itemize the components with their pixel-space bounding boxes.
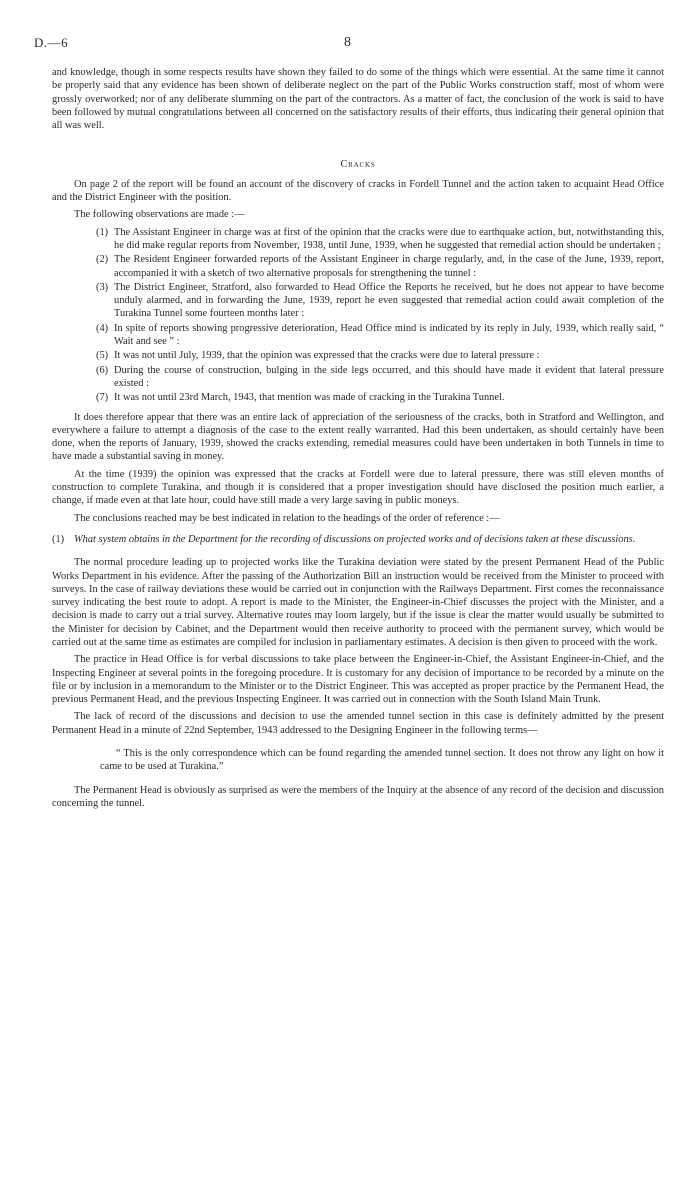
paragraph-continuation: and knowledge, though in some respects results have shown they failed to do some of the things which were essential. At the same time it cannot be properly said that any evidence has been shown of deliberate neglect on the part of the Public Works construction staff, most of whom were grossly overworked; nor of any deliberate slumming on the part of the contractors. As a matter of fact, the conclusion of the work is said to have been followed by mutual congratulations between all concerned on the satisfactory results of their efforts, thus indicating their general opinion that all was well. xyxy=(52,67,664,132)
paragraph-observations-lead: The following observations are made :— xyxy=(74,209,245,221)
list-item: (2) The Resident Engineer forwarded reports of the Assistant Engineer in charge regularly, and, in the case of the June, 1939, report, accompanied it with a sketch of two alternative proposals for strengthening the tunnel : xyxy=(96,254,664,279)
page-header xyxy=(34,35,664,54)
section-heading-cracks: Cracks xyxy=(340,159,376,171)
paragraph-conclusions-lead: The conclusions reached may be best indicated in relation to the headings of the order of reference :— xyxy=(74,512,500,524)
list-item: (5) It was not until July, 1939, that the opinion was expressed that the cracks were due to lateral pressure : xyxy=(96,350,540,362)
paragraph-normal-procedure: The normal procedure leading up to projected works like the Turakina deviation were stated by the present Permanent Head of the Public Works Department in his evidence. After the passing of the Authorization Bill an instruction would be received from the Minister to proceed with surveys. In the case of railway deviations these would be carried out in conjunction with the Railways Department. First comes the reconnaissance survey indicating the best route to adopt. A report is made to the Minister, the Engineer-in-Chief discusses the project with the Minister, and a decision is made to carry out a trial survey. Alternative routes may loom largely, but if the issue is clear the matter would usually be submitted to the Minister for decision by Cabinet, and the Department would then receive authority to proceed with the permanent survey, which would be carried out at the same time as estimates are compiled for inclusion in parliamentary estimates. A decision is then given to proceed with the work. xyxy=(52,557,664,648)
document-reference: D.—6 xyxy=(34,35,69,50)
list-item: (1) The Assistant Engineer in charge was at first of the opinion that the cracks were due to earthquake action, but, notwithstanding this, he did make regular reports from November, 1938, until June, 1939, when he suggested that remedial action should be undertaken ; xyxy=(96,226,664,251)
paragraph-head-office-practice: The practice in Head Office is for verbal discussions to take place between the Engineer-in-Chief, the Assistant Engineer-in-Chief, and the Inspecting Engineer at several points in the foregoing procedure. It is customary for any decision of importance to be recorded by a minute on the file or by inclusion in a memorandum to the Minister or to the District Engineer. This was accepted as proper practice by the Permanent Head, the previous Permanent Head, and the previous Inspecting Engineer. It was carried out in connection with the South Island Main Trunk. xyxy=(52,654,664,706)
terms-of-reference-item: (1) What system obtains in the Department for the recording of discussions on projected works and of decisions taken at these discussions. xyxy=(52,533,636,545)
list-item: (3) The District Engineer, Stratford, also forwarded to Head Office the Reports he received, but he does not appear to have become unduly alarmed, and in forwarding the June, 1939, report he even suggested that remedial action could await completion of the Turakina Tunnel some fourteen months later : xyxy=(96,281,664,320)
page-number: 8 xyxy=(344,35,351,50)
list-item: (6) During the course of construction, bulging in the side legs occurred, and this should have made it evident that lateral pressure existed : xyxy=(96,364,664,389)
list-item: (4) In spite of reports showing progressive deterioration, Head Office mind is indicated by its reply in July, 1939, which really said, “ Wait and see ” : xyxy=(96,322,664,348)
paragraph-lateral-pressure: At the time (1939) the opinion was expressed that the cracks at Fordell were due to lateral pressure, there was still eleven months of construction to complete Turakina, and though it is considered that a proper investigation should have disclosed the position much earlier, a change, if made even at that late hour, could have still made a very large saving in public moneys. xyxy=(52,468,664,507)
paragraph-permanent-head: The Permanent Head is obviously as surprised as were the members of the Inquiry at the absence of any record of the decision and discussion concerning the tunnel. xyxy=(52,784,664,809)
paragraph-cracks-intro: On page 2 of the report will be found an account of the discovery of cracks in Fordell Tunnel and the action taken to acquaint Head Office and the District Engineer with the position. xyxy=(52,178,664,204)
paragraph-lack-of-appreciation: It does therefore appear that there was an entire lack of appreciation of the seriousness of the cracks, both in Stratford and Wellington, and everywhere a failure to attempt a diagnosis of the case to the extent really warranted. Had this been undertaken, as should certainly have been done, when the reports of January, 1939, showed the cracks extending, remedial measures could have been undertaken in both Tunnels in time to have made a substantial saving in money. xyxy=(52,411,664,463)
paragraph-lack-of-record: The lack of record of the discussions and decision to use the amended tunnel section in this case is definitely admitted by the present Permanent Head in a minute of 22nd September, 1943 addressed to the Designing Engineer in the following terms— xyxy=(52,711,664,736)
document-page xyxy=(34,35,664,814)
observations-list xyxy=(52,226,664,405)
list-item: (7) It was not until 23rd March, 1943, that mention was made of cracking in the Turakina Tunnel. xyxy=(96,392,505,404)
block-quote: “ This is the only correspondence which can be found regarding the amended tunnel section. It does not throw any light on how it came to be used at Turakina.” xyxy=(100,748,664,773)
